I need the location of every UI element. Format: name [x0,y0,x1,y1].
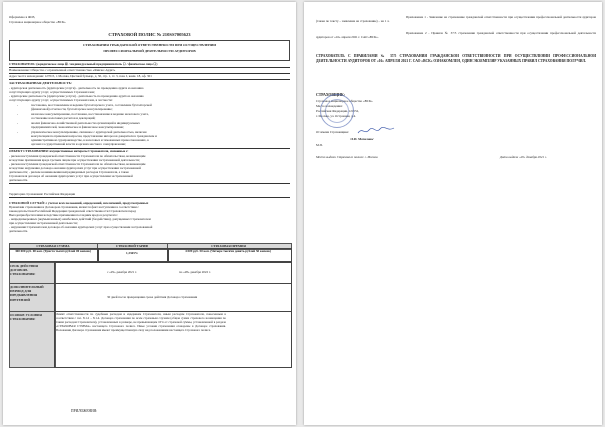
appendix-1: Приложение 1 - Заявление на страхование гражданской ответственности при осуществлении профессиональной деятельности аудиторов (также по тексту – заявление на страхование) – на 1 л. [316,15,596,24]
object-line: - риском наступления гражданской ответственности Страхователя по обязательствам, возникающим [9,154,146,158]
appendix-2: Приложение 2 - Правила № 37/5 страхования гражданской ответственности при осуществлении профессиональной деятельности аудиторов от «16» апреля 2021 г. САО «ВСК». [316,31,596,40]
activity-bullet: - [17,112,19,116]
object-heading: ОБЪЕКТ СТРАХОВАНИЯ: имущественные интересы Страхователя, связанные с: [9,149,129,153]
issuer-line-2: Страховое акционерное общество «ВСК» [9,20,66,24]
period-label: ДОПОЛНИТЕЛЬНЫЙ ПЕРИОД ДЛЯ ПРЕДЪЯВЛЕНИЯ ПРЕТЕНЗИЙ [10,285,44,302]
company-seal-inner [325,99,349,123]
activity-item: органах государственной власти и органах местного самоуправления; [31,142,126,146]
activity-item: консультации по правовым вопросам, представление интересов доверителя в гражданском и [31,134,157,138]
sum-header: СТРАХОВАЯ СУММА [36,243,70,248]
issuer-line-1: Оформлено в ФОЗ, [9,15,36,19]
activity-heading: ЗАСТРАХОВАННАЯ ДЕЯТЕЛЬНОСТЬ: [9,81,72,85]
insurer-line: Страховое акционерное общество «ВСК» [316,99,373,103]
activity-line: - аудиторские деятельность (аудиторские услуги) - деятельность по проведению аудита и оказанию [9,94,144,98]
term-to: по «28» декабря 2022 г. [179,270,211,274]
document-page-1 [3,2,296,425]
activity-item: (финансовой) отчетности, бухгалтерское консультирование; [31,107,113,111]
activity-item: налоговое консультирование, постановка, восстановление и ведение налогового учета, [31,112,149,116]
object-line: - риском наступления гражданской ответственности Страхователя по обязательствам, возникающим [9,162,146,166]
period-value: 30 дней после прекращения срока действия Договора страхования [107,295,198,299]
activity-line: - аудиторская деятельность (аудиторские услуги) - деятельность по проведению аудита и оказанию [9,86,144,90]
activity-bullet: - [17,121,19,125]
activity-item: управленческое консультирование, связанное с аудиторской деятельностью, включая [31,130,147,134]
case-line: - непреднамеренных (неумышленных) ошибочных действий (бездействия), допущенных Страхователем [9,217,151,221]
attachments-label: ПРИЛОЖЕНИЯ: [71,409,98,413]
signature-role: От имени Страховщика: [316,130,349,134]
special-text: Лимит ответственности по судебным расходам и издержкам Страхователя, иным расходам Страхователя, понесенным в соответствии с п.п. 8.1.2 – 8.1.4. Договора страхования по всем страховым случаям (общая сумма страхового возмещения по таким расходам Страхователя), установленных в размере, не превышающем 10% от страховой суммы, установленной в разделе «СТРАХОВАЯ СУММА» настоящего Страхового полиса. Иные условия страхования оговорены в Договоре страхования. Положения Договора страхования имеют преимущественную силу над положениями настоящего Страхового полиса. [56,312,226,333]
activity-bullet: - [17,130,19,134]
term-label: СРОК ДЕЙСТВИЯ ДОГОВОРА СТРАХОВАНИЯ: [10,264,38,277]
activity-item: анализ финансово-хозяйственной деятельности организаций и индивидуальных [31,121,140,125]
tariff-header: СТРАХОВОЙ ТАРИФ [115,243,149,248]
policy-subtitle-1: СТРАХОВАНИЯ ГРАЖДАНСКОЙ ОТВЕТСТВЕННОСТИ ПРИ ОСУЩЕСТВЛЕНИИ [82,43,217,47]
premium-value: 4 009 руб. 50 коп. (Четыре тысячи девять рублей 50 копеек) [185,249,271,253]
case-line: СТРАХОВОЙ СЛУЧАЙ: с учетом всех положений, определений, исключений, предусмотренных [9,201,149,205]
object-line: деятельности. [9,178,29,182]
case-line: законодательством Российской Федерации гражданской ответственности Страхователя перед [9,209,136,213]
object-line: Страхователя договора об оказании аудиторских услуг при осуществлении застрахованной [9,174,133,178]
case-line: - нарушения Страхователем договора об оказании аудиторских услуг при осуществлении застрахованной [9,225,153,229]
object-line: вследствие нарушения договора оказания аудиторских услуг при осуществлении застрахованной [9,166,141,170]
insurer-heading: СТРАХОВЩИК: [316,93,346,97]
activity-item: административном судопроизводстве, в налоговых и таможенных правоотношениях, в [31,138,149,142]
case-line: при осуществлении застрахованной деятельности; [9,221,78,225]
special-label: ОСОБЫЕ УСЛОВИЯ СТРАХОВАНИЯ: [10,313,42,322]
tariff-value: 1,3365% [126,251,138,255]
object-line: вследствие причинения вреда третьим лицам при осуществлении застрахованной деятельности; [9,158,140,162]
premium-header: СТРАХОВАЯ ПРЕМИЯ [211,243,246,248]
activity-line: сопутствующих аудиту услуг, осуществляемых Страхователем; [9,90,95,94]
case-line: Выгодоприобретателями вследствие причинения последним вреда в результате: [9,213,118,217]
object-line: деятельности; - риском возникновения непредвиденных расходов Страхователя, а также [9,170,129,174]
document-page-2 [304,2,602,425]
case-line: Правилами страхования и Договором страхования, является факт наступления в соответствии с [9,205,139,209]
activity-item: предпринимателей, экономическое и финансовое консультирование; [31,125,124,129]
signature-name: /Л.И. Мочалова/ [350,137,374,141]
sum-value: 300 000 руб. 00 коп. (Триста тысяч рублей 00 копеек) [15,249,91,253]
signature [356,126,396,136]
case-line: деятельности. [9,229,29,233]
activity-bullet: - [17,103,19,107]
insurer-line: Российская Федерация, 121552, [316,109,359,113]
activity-item: составление налоговых расчетов и деклараций; [31,116,96,120]
insurer-line: г. Москва, ул. Островная, д.4. [316,114,356,118]
insurer-line: Место нахождения: [316,104,343,108]
term-from: с «29» декабря 2021 г. [107,270,137,274]
issue-place: Место выдачи Страхового полиса: г. Москва [316,155,378,159]
activity-line: сопутствующих аудиту услуг, осуществляемых Страхователем, в частности: [9,98,113,102]
insurer-name: Наименование: Общество с ограниченной ответственностью «Финэкс-Аудит» [9,68,116,72]
rules-declaration: СТРАХОВАТЕЛЬ С ПРАВИЛАМИ № 37/5 СТРАХОВАНИЯ ГРАЖДАНСКОЙ ОТВЕТСТВЕННОСТИ ПРИ ОСУЩЕСТВЛЕНИИ ПРОФЕССИОНАЛЬНОЙ ДЕЯТЕЛЬНОСТИ АУДИТОРОВ ОТ «16» АПРЕЛЯ 2021 Г. САО «ВСК» ОЗНАКОМЛЕН, ОДИН ЭКЗЕМПЛЯР УКАЗАННЫХ ПРАВИЛ СТРАХОВАНИЯ ПОЛУЧИЛ. [316,54,596,63]
territory: Территория страхования: Российская Федерация [9,192,76,196]
insurer-address: Адрес места нахождения: 127015, г. Москва, Цветной бульвар, д. 30, стр. 1, эт. 3, пом. I, комн. 18, оф. 301 [9,74,152,78]
stamp-place-mark: М.П. [316,143,323,147]
activity-item: постановка, восстановление и ведение бухгалтерского учета, составление бухгалтерской [31,103,152,107]
policy-title: СТРАХОВОЙ ПОЛИС № 210SS7005623 [108,32,191,37]
insurer-line: СТРАХОВАТЕЛЬ: (юридическое лицо ☒ / индивидуальный предприниматель ☐ / физическое лицо ☐) [9,62,158,66]
issue-date: Дата выдачи «29» декабря 2021 г. [500,155,547,159]
policy-subtitle-2: ПРОФЕССИОНАЛЬНОЙ ДЕЯТЕЛЬНОСТИ АУДИТОРОВ [103,49,196,53]
